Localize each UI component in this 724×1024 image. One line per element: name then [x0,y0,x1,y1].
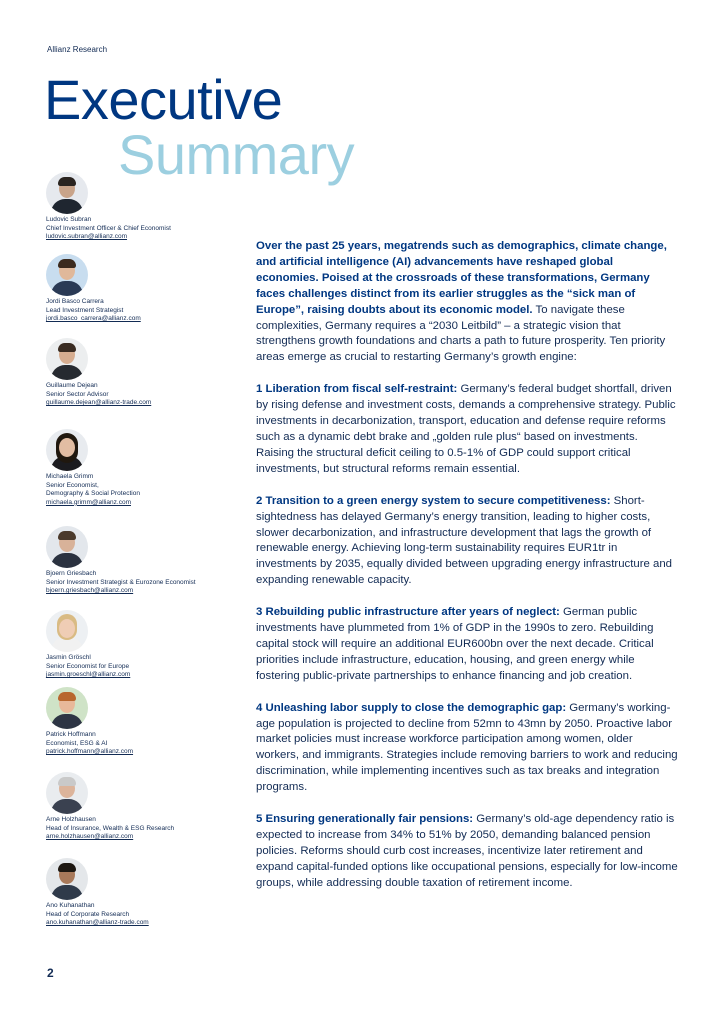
author-name: Jasmin Gröschl [46,654,91,661]
priority-heading: 3 Rebuilding public infrastructure after years of neglect: [256,606,560,619]
priority-heading: 2 Transition to a green energy system to secure competitiveness: [256,494,611,507]
author-card [46,610,131,679]
author-role: Senior Economist for Europe [46,662,130,670]
priority-paragraph [256,494,678,589]
page-title-line1: Executive [44,68,283,131]
author-name: Ludovic Subran [46,216,92,223]
author-card [46,338,152,407]
page-title-line2: Summary [118,123,355,186]
author-name: Ano Kuhanathan [46,902,95,909]
executive-summary-body [256,239,678,908]
priority-text: Germany’s federal budget shortfall, driven by rising defense and investment costs, demands a comprehensive strategy. Public investments in decarbonization, transport, education and defense require reforms such as a dynamic debt brake and „golden rule plus“ based on investments. Raising the structural deficit ceiling to 0.5-1% of GDP could support critical investments, but structural reforms remain essential. [256,383,676,475]
intro-paragraph [256,239,678,366]
author-email-link[interactable]: ano.kuhanathan@allianz-trade.com [46,919,149,927]
priority-text: Short-sightedness has delayed Germany’s energy transition, leading to higher costs, slower decarbonization, and infrastructure development that lags the growth of renewable energy. Achieving long-term sustainability requires EUR1tr in investments by 2035, equally divided between upgrading energy infrastructure and expanding renewable capacity. [256,494,673,587]
priority-text: German public investments have plummeted from 1% of GDP in the 1990s to zero. Rebuilding capital stock will require an additional EUR600bn over the next decade. Critical priorities include infrastructure, education, housing, and green energy while fostering public-private partnerships to enhance financing and job creation. [256,606,654,682]
author-name: Jordi Basco Carrera [46,298,104,305]
intro-text: To navigate these complexities, Germany requires a “2030 Leitbild” – a strategic vision that strengthens growth foundations and charts a path to future prosperity. Ten priority areas emerge as crucial to restarting Germany’s growth engine: [256,303,666,364]
author-role: Head of Corporate Research [46,910,130,918]
page-number: 2 [47,966,54,980]
priority-heading: 4 Unleashing labor supply to close the demographic gap: [256,701,567,714]
author-role: Senior Economist, [46,481,99,489]
author-role: Demography & Social Protection [46,490,140,498]
author-name: Arne Holzhausen [46,816,96,823]
author-name: Guillaume Dejean [46,382,98,389]
author-photo [46,610,88,652]
author-role: Lead Investment Strategist [46,306,124,314]
header-label: Allianz Research [47,45,108,54]
author-photo [46,858,88,900]
author-email-link[interactable]: arne.holzhausen@allianz.com [46,833,134,841]
author-name: Bjoern Griesbach [46,570,97,577]
author-role: Chief Investment Officer & Chief Economist [46,224,171,232]
author-card [46,858,149,927]
author-email-link[interactable]: jasmin.groeschl@allianz.com [46,671,131,679]
author-name: Patrick Hoffmann [46,731,96,738]
priority-text: Germany’s working-age population is projected to decline from 52mn to 43mn by 2050. Proactive labor market policies must increase workforce participation among women, older workers, and immigrants. Strategies include removing barriers to work and reducing discrimination, while implementing incentives such as tax breaks and integration programs. [256,701,678,794]
author-email-link[interactable]: patrick.hoffmann@allianz.com [46,748,134,756]
priority-heading: 1 Liberation from fiscal self-restraint: [256,383,458,396]
author-photo [46,172,88,214]
author-name: Michaela Grimm [46,473,94,480]
author-role: Head of Insurance, Wealth & ESG Research [46,824,175,832]
author-email-link[interactable]: bjoern.griesbach@allianz.com [46,587,134,595]
author-photo [46,772,88,814]
author-email-link[interactable]: guillaume.dejean@allianz-trade.com [46,399,152,407]
author-photo [46,687,88,729]
author-photo [46,429,88,471]
author-card [46,172,171,241]
author-email-link[interactable]: michaela.grimm@allianz.com [46,498,131,506]
author-card [46,772,175,841]
author-email-link[interactable]: ludovic.subran@allianz.com [46,233,128,241]
author-photo [46,338,88,380]
priority-text: Germany’s old-age dependency ratio is expected to increase from 34% to 51% by 2050, demanding balanced pension policies. Reforms should curb cost increases, incentivize later retirement and expand capital-funded options like occupational pensions, especially for low-income groups, while addressing double taxation of retirement income. [256,813,678,889]
priority-paragraph [256,605,678,685]
author-card [46,687,134,756]
priority-heading: 5 Ensuring generationally fair pensions: [256,813,474,826]
author-photo [46,254,88,296]
author-card [46,254,141,323]
author-card [46,429,140,506]
author-role: Senior Sector Advisor [46,390,109,398]
priority-paragraph [256,812,678,892]
author-photo [46,526,88,568]
author-card [46,526,196,595]
author-email-link[interactable]: jordi.basco_carrera@allianz.com [46,315,141,323]
priority-paragraph [256,701,678,796]
intro-bold: Over the past 25 years, megatrends such as demographics, climate change, and artificial intelligence (AI) advancements have reshaped global economies. Poised at the crossroads of these transformations, Germany faces challenges distinct from its earlier struggles as the “sick man of Europe”, raising doubts about its economic model. [256,240,667,316]
priority-paragraph [256,382,678,477]
author-role: Senior Investment Strategist & Eurozone Economist [46,578,196,586]
author-role: Economist, ESG & AI [46,739,108,747]
